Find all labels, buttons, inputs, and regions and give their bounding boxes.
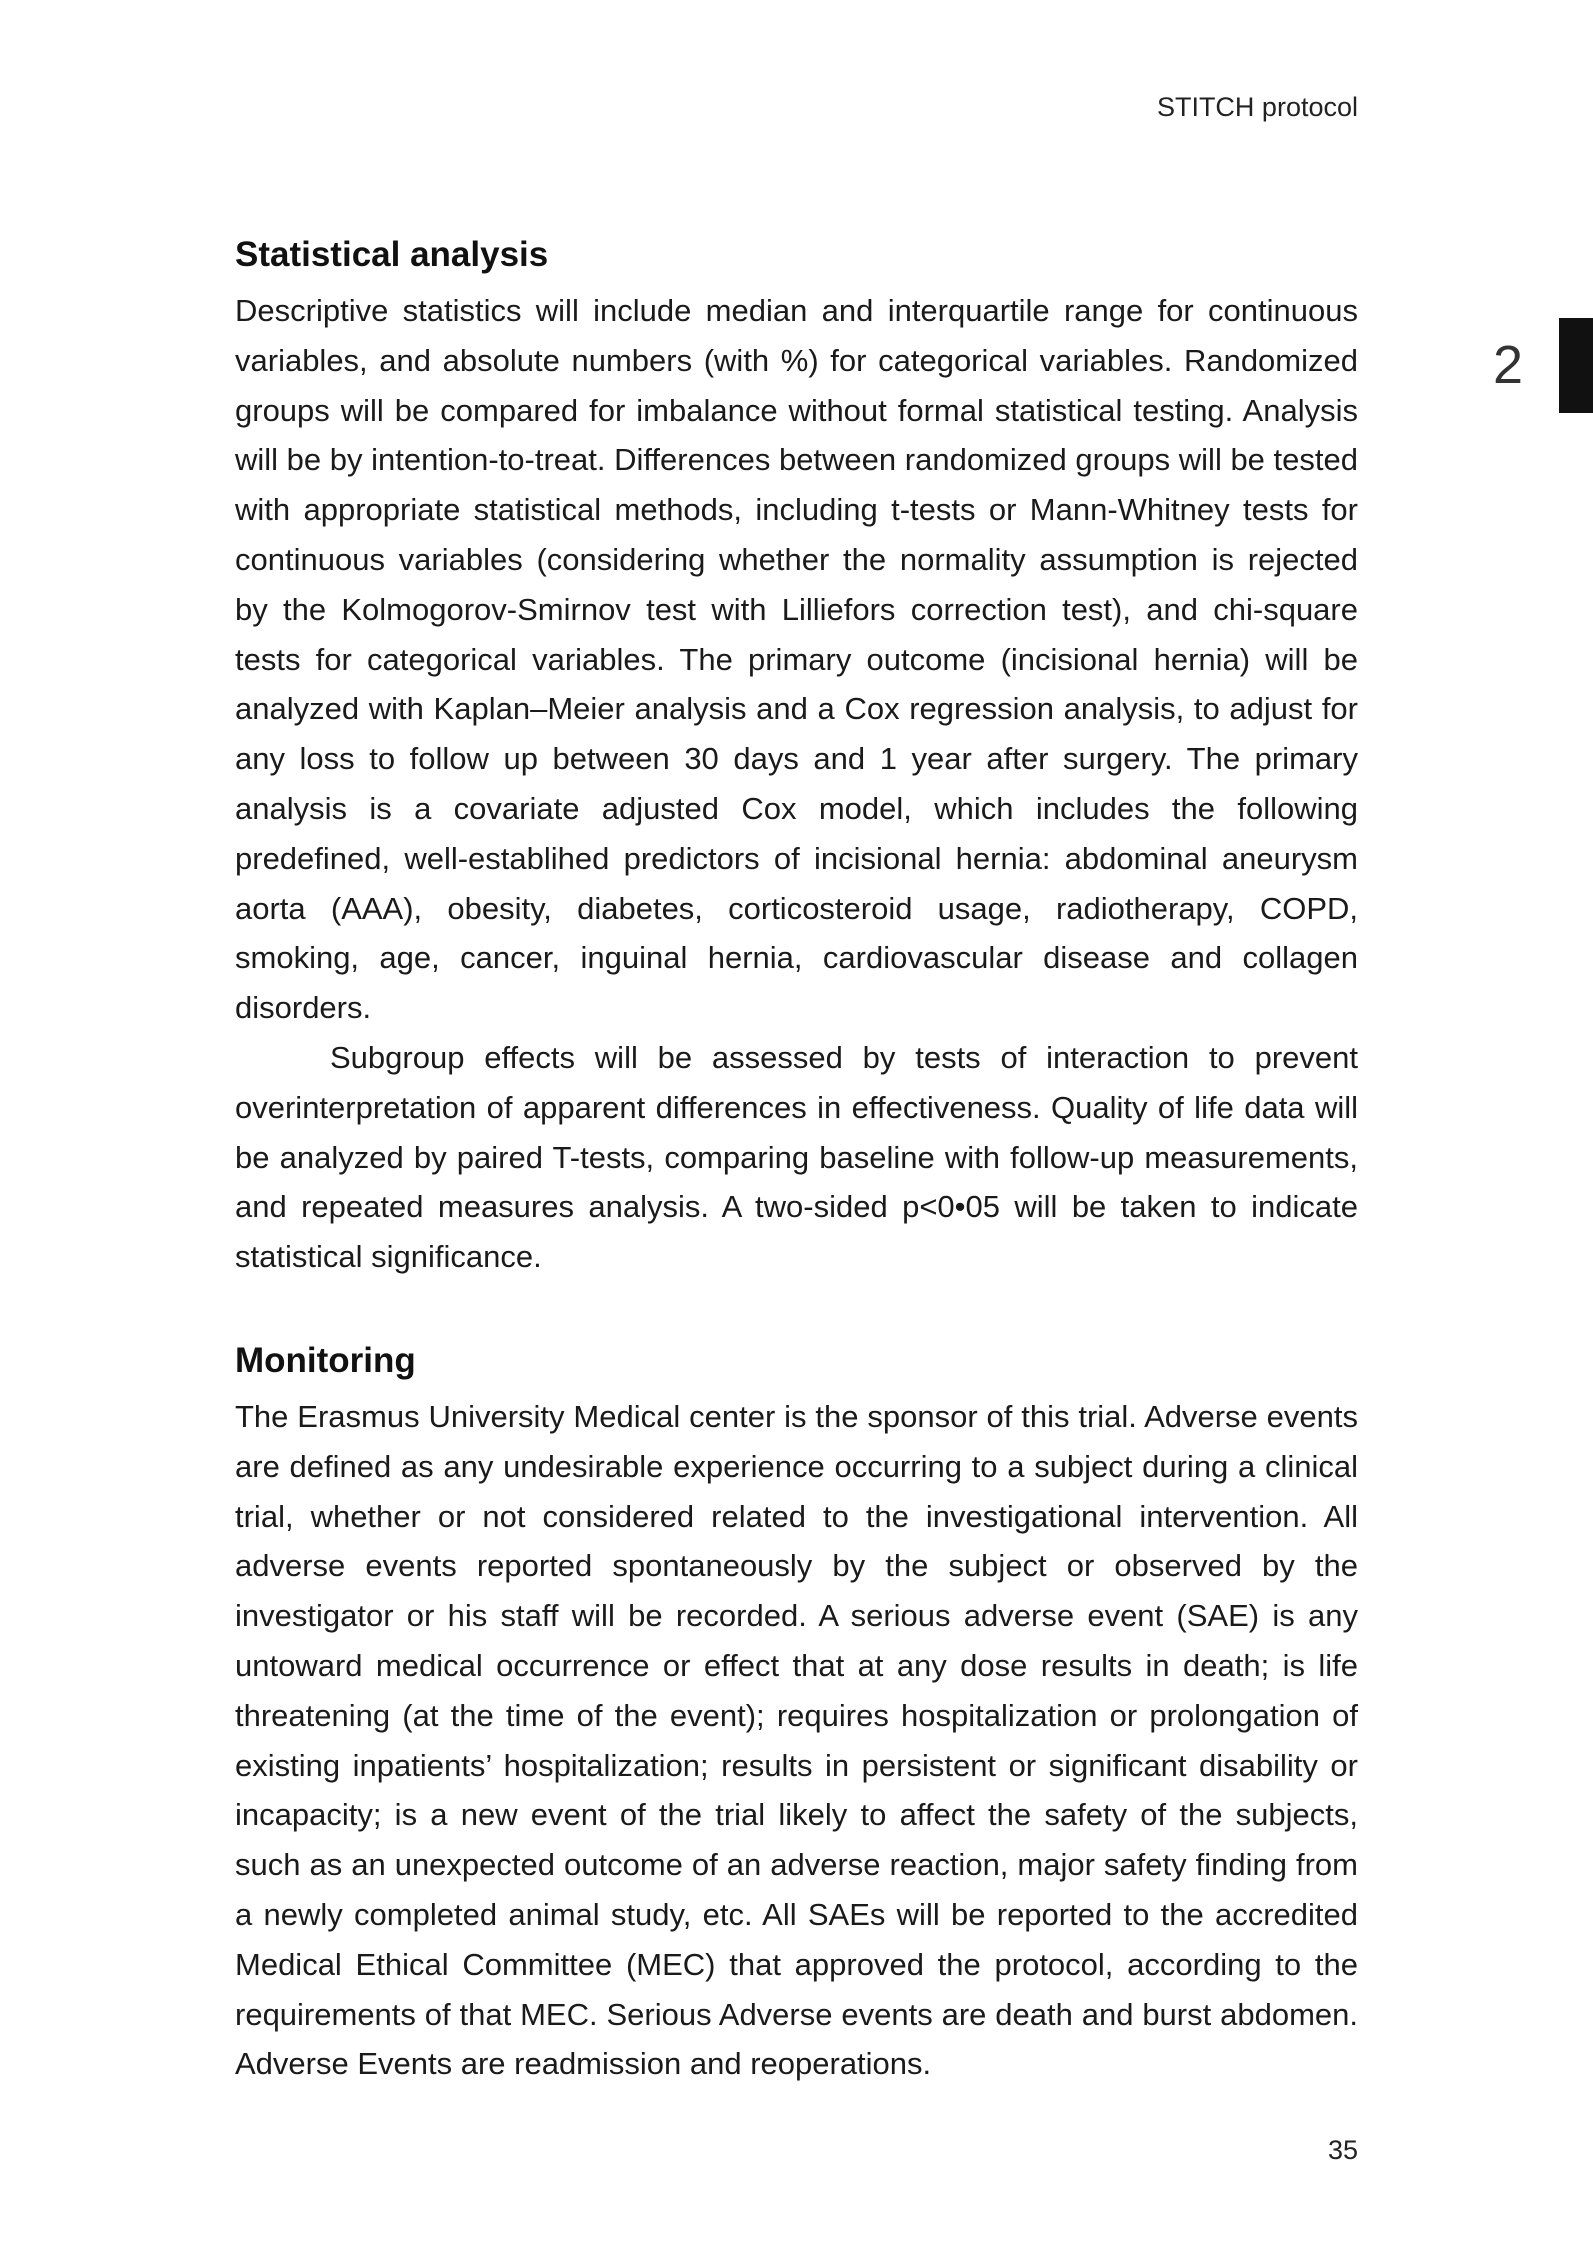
section-heading: Statistical analysis	[235, 235, 549, 274]
chapter-tab-marker	[1559, 318, 1593, 413]
section-statistical-analysis	[235, 228, 1358, 1282]
section-heading: Monitoring	[235, 1340, 416, 1380]
paragraph: Subgroup effects will be assessed by tests of interaction to prevent overinterpretation of apparent differences in effectiveness. Quality of life data will be analyzed by paired T-tests, comparing baseline with follow-up measurements, and repeated measures analysis. A two-sided p<0•05 will be taken to indicate statistical significance.	[235, 1039, 1358, 1275]
page-number: 35	[1327, 2135, 1358, 2165]
chapter-number: 2	[1492, 335, 1523, 395]
paragraph: Descriptive statistics will include median and interquartile range for continuous variables, and absolute numbers (with %) for categorical variables. Randomized groups will be compared for imbalance without formal statistical testing. Analysis will be by intention-to-treat. Differences between randomized groups will be tested with appropriate statistical methods, including t-tests or Mann-Whitney tests for continuous variables (considering whether the normality assumption is rejected by the Kolmogorov-Smirnov test with Lilliefors correction test), and chi-square tests for categorical variables. The primary outcome (incisional hernia) will be analyzed with Kaplan–Meier analysis and a Cox regression analysis, to adjust for any loss to follow up between 30 days and 1 year after surgery. The primary analysis is a covariate adjusted Cox model, which includes the following predefined, well-establihed predictors of incisional hernia: abdominal aneurysm aorta (AAA), obesity, diabetes, corticosteroid usage, radiotherapy, COPD, smoking, age, cancer, inguinal hernia, cardiovascular disease and collagen disorders.	[235, 293, 1358, 1026]
section-monitoring	[235, 1334, 1358, 2089]
page-content	[235, 228, 1358, 2089]
section-spacer	[235, 1282, 1358, 1334]
paragraph: The Erasmus University Medical center is the sponsor of this trial. Adverse events are defined as any undesirable experience occurring to a subject during a clinical trial, whether or not considered related to the investigational intervention. All adverse events reported spontaneously by the subject or observed by the investigator or his staff will be recorded. A serious adverse event (SAE) is any untoward medical occurrence or effect that at any dose results in death; is life threatening (at the time of the event); requires hospitalization or prolongation of existing inpatients’ hospitalization; results in persistent or significant disability or incapacity; is a new event of the trial likely to affect the safety of the subjects, such as an unexpected outcome of an adverse reaction, major safety finding from a newly completed animal study, etc. All SAEs will be reported to the accredited Medical Ethical Committee (MEC) that approved the protocol, according to the requirements of that MEC. Serious Adverse events are death and burst abdomen. Adverse Events are readmission and reoperations.	[235, 1398, 1358, 2082]
running-header: STITCH protocol	[1156, 92, 1358, 122]
